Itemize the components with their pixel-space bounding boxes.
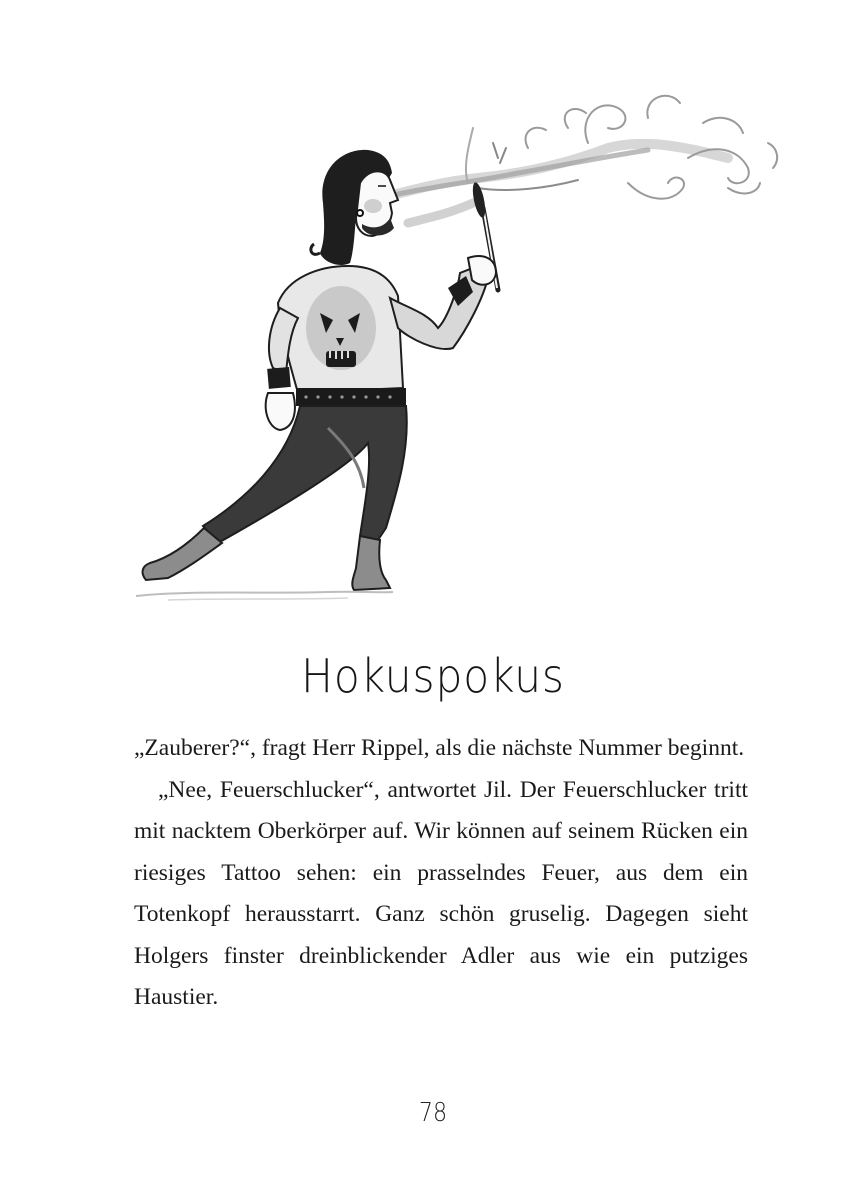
left-boot: [143, 528, 222, 580]
page-number: 78: [418, 1098, 448, 1128]
paragraph: „Zauberer?“, fragt Herr Rippel, als die nächste Nummer beginnt.: [134, 735, 745, 761]
paragraph: „Nee, Feuerschlucker“, antwortet Jil. Der Feuerschlucker tritt mit nacktem Oberkörper auf. Wir können auf seinem Rücken ein riesiges Tattoo sehen: ein prasselndes Feuer, aus dem ein Totenkopf herausstarrt. Ganz schön gruselig. Dagegen sieht Holgers finster dreinblickender Adler aus wie ein putziges Haustier.: [134, 776, 748, 1010]
legs: [203, 406, 407, 543]
flame-swirl-icon: [338, 96, 777, 208]
right-boot: [352, 536, 390, 590]
ground-shadow: [136, 592, 393, 596]
chapter-title: Hokuspokus: [301, 648, 565, 703]
body-text: [134, 728, 748, 1019]
skull-tattoo-icon: [306, 286, 376, 370]
fire-breather-illustration: [128, 88, 788, 613]
